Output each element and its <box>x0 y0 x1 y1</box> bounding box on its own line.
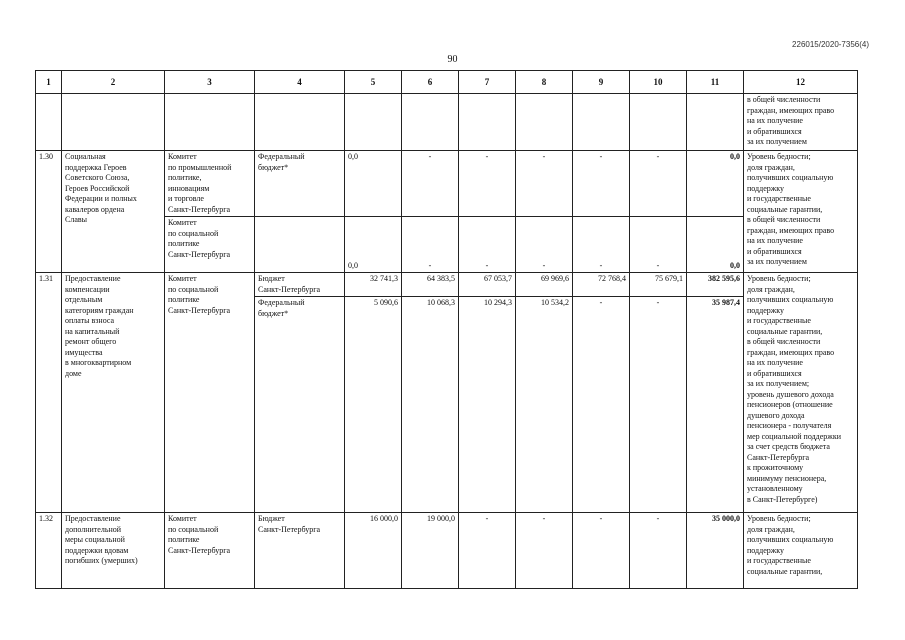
funding-source: Федеральный бюджет* <box>255 297 345 513</box>
value-cell: - <box>573 513 630 589</box>
header-row <box>36 71 858 94</box>
value-cell: 19 000,0 <box>402 513 459 589</box>
total-cell: 382 595,6 <box>687 273 744 297</box>
executor: Комитет по социальной политике Санкт-Петербурга <box>165 273 255 513</box>
header-cell: 2 <box>62 71 165 94</box>
value-cell: 10 534,2 <box>516 297 573 513</box>
value-cell: - <box>459 513 516 589</box>
value-cell: 64 383,5 <box>402 273 459 297</box>
value-cell: - <box>459 151 516 217</box>
value-cell: 67 053,7 <box>459 273 516 297</box>
indicator-cell: Уровень бедности; доля граждан, получивших социальную поддержку и государственные социальные гарантии, в общей численности граждан, имеющих право на их получение и обратившихся за их получением; уровень душевого дохода пенсионеров (отношение душевого дохода пенсионера - получателя мер социальной поддержки за счет средств бюджета Санкт-Петербурга к прожиточному минимуму пенсионера, установленному в Санкт-Петербурге) <box>744 273 858 513</box>
header-cell: 1 <box>36 71 62 94</box>
executor: Комитет по промышленной политике, инновациям и торговле Санкт-Петербурга <box>165 151 255 217</box>
executor: Комитет по социальной политике Санкт-Петербурга <box>165 513 255 589</box>
value-cell: 75 679,1 <box>630 273 687 297</box>
executor: Комитет по социальной политике Санкт-Петербурга <box>165 217 255 273</box>
value-cell: - <box>459 217 516 273</box>
value-cell: - <box>573 151 630 217</box>
value-cell: - <box>573 217 630 273</box>
total-cell: 35 000,0 <box>687 513 744 589</box>
row-number: 1.31 <box>36 273 62 513</box>
measure-name: Предоставление дополнительной меры социальной поддержки вдовам погибших (умерших) <box>62 513 165 589</box>
value-cell: 16 000,0 <box>345 513 402 589</box>
value-cell: - <box>402 151 459 217</box>
indicator-cell: Уровень бедности; доля граждан, получивших социальную поддержку и государственные социальные гарантии, в общей численности граждан, имеющих право на их получение и обратившихся за их получением <box>744 151 858 273</box>
header-cell: 11 <box>687 71 744 94</box>
measure-name: Социальная поддержка Героев Советского Союза, Героев Российской Федерации и полных кавалеров ордена Славы <box>62 151 165 273</box>
funding-source: Бюджет Санкт-Петербурга <box>255 513 345 589</box>
header-cell: 3 <box>165 71 255 94</box>
table-row <box>36 151 858 217</box>
table-row <box>36 273 858 297</box>
funding-source: Федеральный бюджет* <box>255 151 345 217</box>
value-cell: - <box>516 513 573 589</box>
header-cell: 9 <box>573 71 630 94</box>
value-cell: - <box>402 217 459 273</box>
value-cell: 10 294,3 <box>459 297 516 513</box>
budget-table <box>35 70 858 589</box>
row-number: 1.30 <box>36 151 62 273</box>
continuation-row <box>36 94 858 151</box>
value-cell: 32 741,3 <box>345 273 402 297</box>
value-cell: 72 768,4 <box>573 273 630 297</box>
page-number: 90 <box>447 54 458 65</box>
indicator-cell: в общей численности граждан, имеющих право на их получение и обратившихся за их получением <box>744 94 858 151</box>
header-cell: 10 <box>630 71 687 94</box>
header-cell: 8 <box>516 71 573 94</box>
total-cell: 0,0 <box>687 217 744 273</box>
measure-name: Предоставление компенсации отдельным категориям граждан оплаты взноса на капитальный ремонт общего имущества в многоквартирном доме <box>62 273 165 513</box>
document-id: 226015/2020-7356(4) <box>792 40 869 49</box>
total-cell: 0,0 <box>687 151 744 217</box>
header-cell: 6 <box>402 71 459 94</box>
value-cell: 0,0 <box>345 217 402 273</box>
total-cell: 35 987,4 <box>687 297 744 513</box>
funding-source: Бюджет Санкт-Петербурга <box>255 273 345 297</box>
header-cell: 12 <box>744 71 858 94</box>
value-cell: - <box>630 297 687 513</box>
value-cell: 0,0 <box>345 151 402 217</box>
value-cell: 5 090,6 <box>345 297 402 513</box>
header-cell: 7 <box>459 71 516 94</box>
value-cell: - <box>630 151 687 217</box>
header-cell: 5 <box>345 71 402 94</box>
value-cell: - <box>516 217 573 273</box>
row-number: 1.32 <box>36 513 62 589</box>
value-cell: 10 068,3 <box>402 297 459 513</box>
value-cell: 69 969,6 <box>516 273 573 297</box>
value-cell: - <box>516 151 573 217</box>
value-cell: - <box>630 513 687 589</box>
header-cell: 4 <box>255 71 345 94</box>
table-row <box>36 513 858 589</box>
value-cell: - <box>630 217 687 273</box>
indicator-cell: Уровень бедности; доля граждан, получивших социальную поддержку и государственные социальные гарантии, <box>744 513 858 589</box>
value-cell: - <box>573 297 630 513</box>
